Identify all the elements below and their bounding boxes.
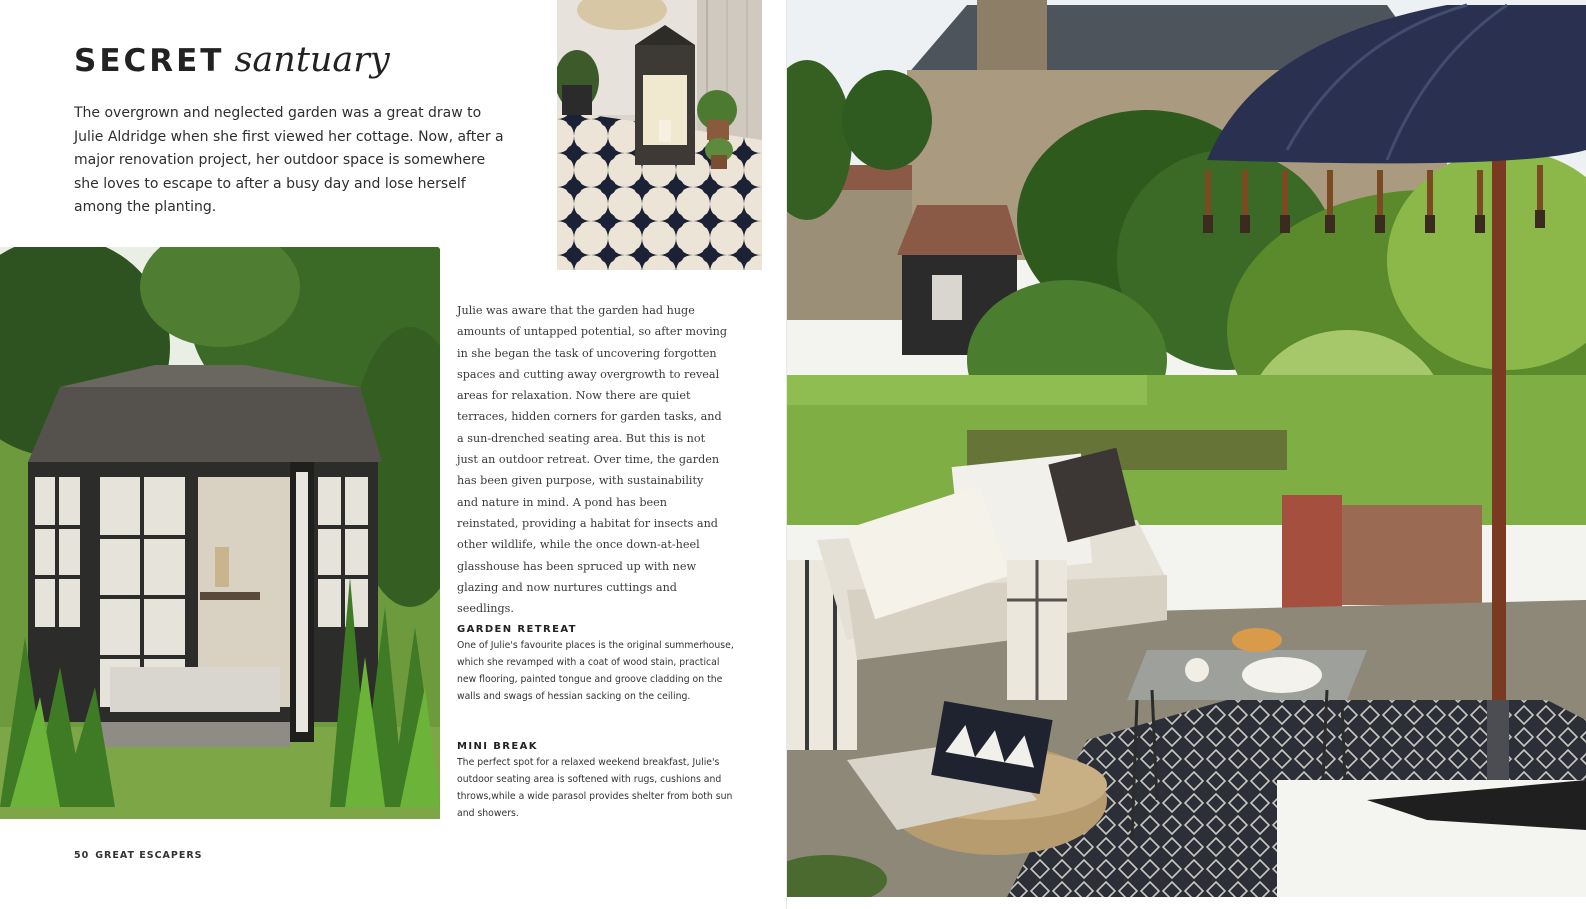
section-text-garden-retreat: One of Julie's favourite places is the original summerhouse, which she revamped with a coat of wood stain, practical new flooring, painted tongue and groove cladding on the walls and swags of hessian sacking on the ceiling. <box>457 640 734 702</box>
patio-seating-photo <box>787 0 1586 897</box>
body-copy: Julie was aware that the garden had huge amounts of untapped potential, so after moving in she began the task of uncovering forgotten spaces and cutting away overgrowth to reveal areas for relaxation. Now there are quiet terraces, hidden corners for garden tasks, and a sun-drenched seating area. But this is not just an outdoor retreat. Over time, the garden has been given purpose, with sustainability and nature in mind. A pond has been reinstated, providing a habitat for insects and other wildlife, while the once down-at-heel glasshouse has been spruced up with new glazing and now nurtures cuttings and seedlings. <box>457 304 728 616</box>
garden-retreat-section <box>457 624 737 705</box>
mini-break-section <box>457 741 737 822</box>
page-folio <box>74 850 203 861</box>
intro-paragraph: The overgrown and neglected garden was a great draw to Julie Aldridge when she first viewed her cottage. Now, after a major renovation project, her outdoor space is somewhere she loves to escape to after a busy day and lose herself among the planting. <box>74 105 504 215</box>
section-heading-garden-retreat: GARDEN RETREAT <box>457 624 577 635</box>
section-heading-mini-break: MINI BREAK <box>457 741 538 752</box>
left-page <box>0 0 786 909</box>
section-text-mini-break: The perfect spot for a relaxed weekend breakfast, Julie's outdoor seating area is softened with rugs, cushions and throws,while a wide parasol provides shelter from both sun and showers. <box>457 757 733 819</box>
article-headline <box>74 40 390 80</box>
headline-caps: SECRET <box>74 43 225 79</box>
page-number: 50 <box>74 850 90 861</box>
summerhouse-photo <box>0 247 440 819</box>
headline-script: santuary <box>234 40 390 80</box>
tiled-floor-lantern-photo <box>557 0 762 270</box>
folio-section: GREAT ESCAPERS <box>95 850 203 861</box>
